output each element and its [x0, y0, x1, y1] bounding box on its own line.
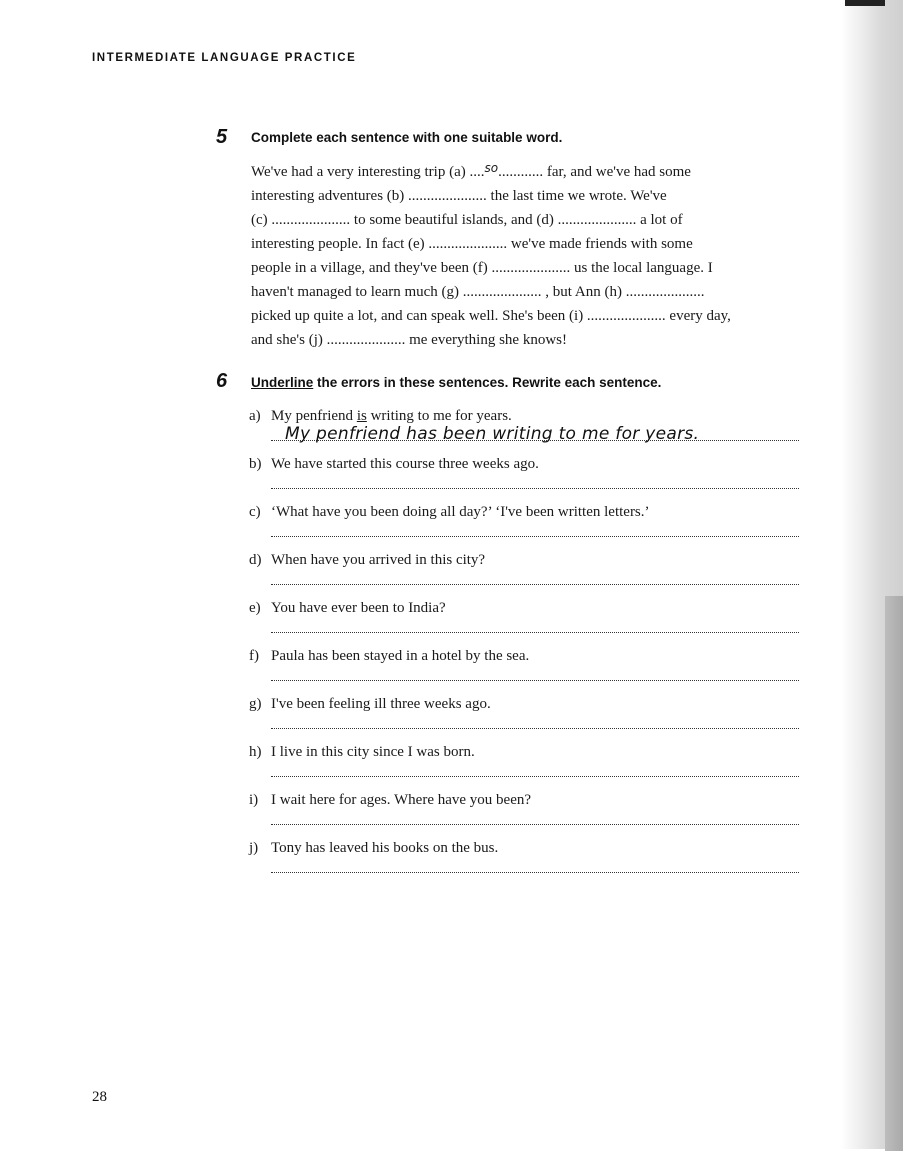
paragraph-line: picked up quite a lot, and can speak well. She's been (i) ..................... every day, — [251, 308, 731, 324]
answer-line[interactable] — [271, 584, 799, 585]
exercise-item: g) I've been feeling ill three weeks ago. — [249, 692, 799, 740]
exercise-5-instruction: Complete each sentence with one suitable word. — [251, 130, 563, 145]
handwritten-answer-a: so — [484, 161, 499, 175]
answer-line[interactable] — [271, 776, 799, 777]
exercise-item: j) Tony has leaved his books on the bus. — [249, 836, 799, 884]
underlined-error: is — [356, 408, 367, 424]
exercise-6-items — [249, 404, 799, 884]
exercise-item: a) My penfriend is writing to me for years. My penfriend has been writing to me for years. — [249, 404, 799, 452]
answer-line[interactable] — [271, 488, 799, 489]
handwritten-answer: My penfriend has been writing to me for years. — [285, 424, 700, 444]
paragraph-line: (c) ..................... to some beautiful islands, and (d) ..................... a lot of — [251, 212, 683, 228]
exercise-5-number: 5 — [216, 126, 228, 148]
answer-line[interactable] — [271, 728, 799, 729]
paragraph-line: and she's (j) ..................... me everything she knows! — [251, 332, 567, 348]
exercise-item: h) I live in this city since I was born. — [249, 740, 799, 788]
exercise-6-instruction: Underline the errors in these sentences. Rewrite each sentence. — [251, 375, 662, 390]
exercise-item: d) When have you arrived in this city? — [249, 548, 799, 596]
page-edge-strip — [885, 596, 903, 1151]
exercise-item: e) You have ever been to India? — [249, 596, 799, 644]
exercise-item: i) I wait here for ages. Where have you been? — [249, 788, 799, 836]
running-head: INTERMEDIATE LANGUAGE PRACTICE — [92, 52, 357, 64]
exercise-5-paragraph — [251, 160, 799, 352]
page-edge-mark — [845, 0, 885, 6]
exercise-6-number: 6 — [216, 370, 228, 392]
answer-line[interactable] — [271, 872, 799, 873]
exercise-item: c) ‘What have you been doing all day?’ ‘I've been written letters.’ — [249, 500, 799, 548]
exercise-item: f) Paula has been stayed in a hotel by the sea. — [249, 644, 799, 692]
paragraph-line: interesting people. In fact (e) ..................... we've made friends with some — [251, 236, 693, 252]
page-number: 28 — [92, 1089, 107, 1105]
answer-line[interactable] — [271, 632, 799, 633]
paragraph-line: people in a village, and they've been (f) ..................... us the local language. I — [251, 260, 713, 276]
answer-line[interactable] — [271, 536, 799, 537]
exercise-item: b) We have started this course three weeks ago. — [249, 452, 799, 500]
paragraph-line: We've had a very interesting trip (a) ....$^{so}$............ far, and we've had some — [251, 161, 691, 180]
paragraph-line: haven't managed to learn much (g) ..................... , but Ann (h) ..................... — [251, 284, 705, 300]
paragraph-line: interesting adventures (b) ..................... the last time we wrote. We've — [251, 188, 667, 204]
answer-line[interactable] — [271, 680, 799, 681]
answer-line[interactable] — [271, 824, 799, 825]
